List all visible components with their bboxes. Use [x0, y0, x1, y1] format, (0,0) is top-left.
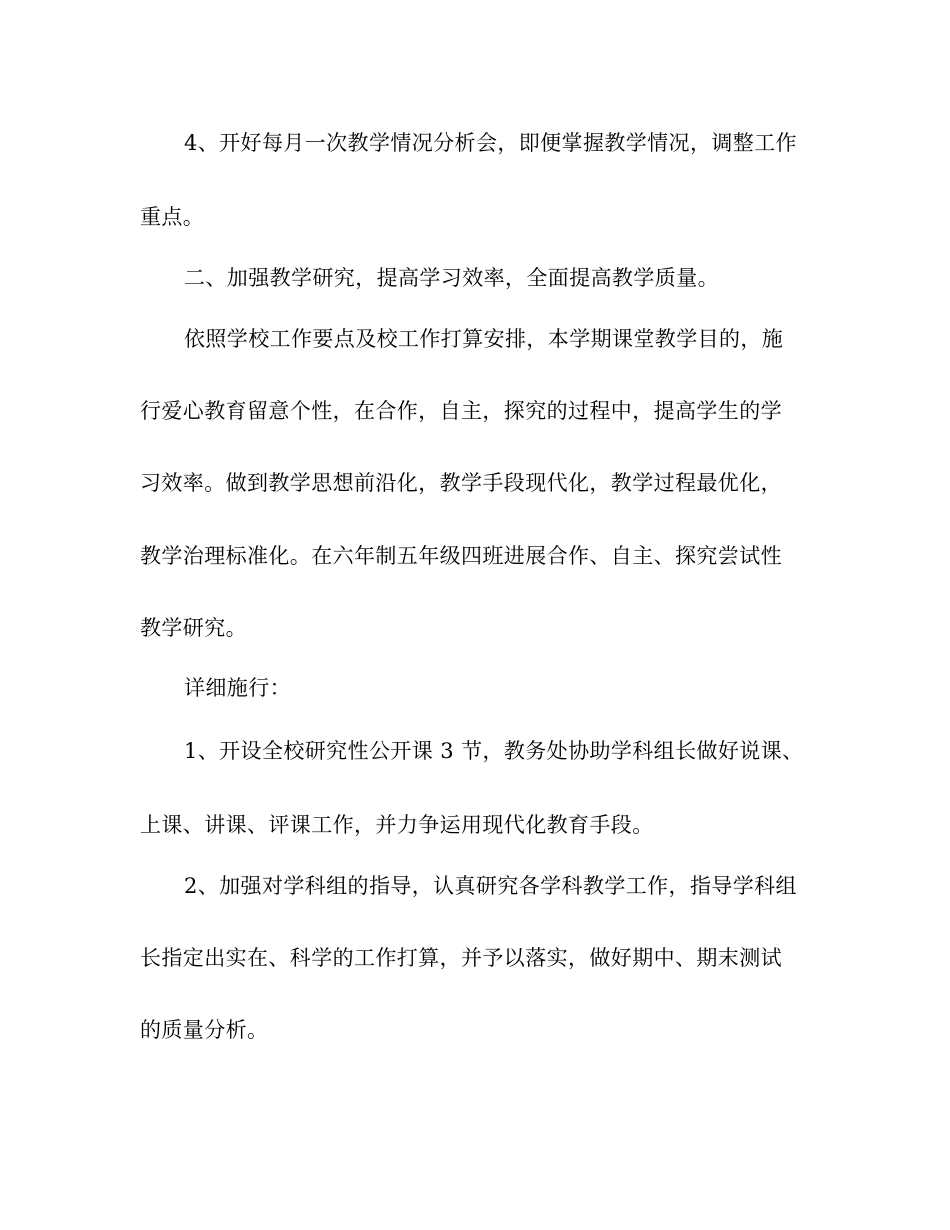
paragraph-line: 长指定出实在、科学的工作打算，并予以落实，做好期中、期末测试 — [140, 946, 782, 970]
paragraph-line: 教学治理标准化。在六年制五年级四班进展合作、自主、探究尝试性 — [140, 544, 782, 568]
paragraph-line: 行爱心教育留意个性，在合作，自主，探究的过程中，提高学生的学 — [140, 399, 782, 423]
paragraph-line: 上课、讲课、评课工作，并力争运用现代化教育手段。 — [140, 813, 654, 837]
paragraph-line: 重点。 — [140, 205, 205, 229]
section-heading: 二、加强教学研究，提高学习效率，全面提高教学质量。 — [184, 266, 719, 290]
paragraph-line: 依照学校工作要点及校工作打算安排，本学期课堂教学目的，施 — [184, 327, 784, 351]
paragraph-line: 习效率。做到教学思想前沿化，教学手段现代化，教学过程最优化， — [140, 471, 782, 495]
paragraph-line: 1、开设全校研究性公开课 3 节，教务处协助学科组长做好说课、 — [184, 739, 804, 763]
paragraph-line: 2、加强对学科组的指导，认真研究各学科教学工作，指导学科组 — [184, 874, 797, 898]
paragraph-line: 的质量分析。 — [140, 1018, 269, 1042]
paragraph-line: 4、开好每月一次教学情况分析会，即便掌握教学情况，调整工作 — [184, 131, 797, 155]
subheading: 详细施行： — [184, 676, 291, 700]
paragraph-line: 教学研究。 — [140, 616, 247, 640]
